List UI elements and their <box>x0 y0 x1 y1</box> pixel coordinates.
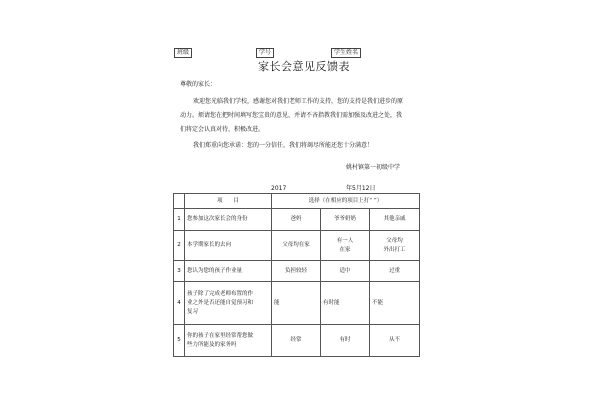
row-item-text: 本学期家长的去向 <box>187 242 232 248</box>
row-item-text: 复习 <box>187 308 199 315</box>
row-item <box>185 209 272 231</box>
option-cell[interactable] <box>370 325 420 357</box>
option-cell[interactable] <box>321 231 370 261</box>
class-field: 班级 <box>174 48 192 58</box>
page-title: 家长会意见反馈表 <box>258 60 350 73</box>
row-item-text: 些力所能及的家务吗 <box>187 341 237 348</box>
option-text: 从不 <box>389 337 401 343</box>
feedback-table <box>173 193 420 357</box>
option-text: 有一人 <box>336 237 354 244</box>
option-text: 负担较轻 <box>284 267 307 274</box>
student-id-field: 学号 <box>256 48 274 58</box>
option-text: 爸妈 <box>290 216 302 222</box>
table-row <box>174 231 420 261</box>
row-item <box>185 231 272 261</box>
option-text: 不能 <box>372 299 384 306</box>
school-name: 姚村镇第一初级中学 <box>346 164 401 171</box>
row-item-text: 您认为您的孩子作业量 <box>187 267 243 274</box>
date-year: 2017 <box>271 185 287 192</box>
option-text: 经常 <box>290 337 302 343</box>
table-row <box>174 209 420 231</box>
row-number: 1 <box>174 209 185 231</box>
header-choice-cell: 选择（在相应的项目上打“ ”） <box>272 194 420 209</box>
row-item <box>185 325 272 357</box>
row-item-text: 孩子除了完成老师布置的作 <box>187 290 254 297</box>
promise-text: 我们郑重向您承诺：您的一分信任，我们将竭尽所能还您十分满意！ <box>193 142 374 149</box>
option-text: 父母均在家 <box>282 242 310 248</box>
option-cell[interactable] <box>272 325 321 357</box>
option-cell[interactable] <box>370 209 420 231</box>
option-text: 能 <box>274 299 280 306</box>
option-text: 过重 <box>389 267 401 274</box>
option-text: 在家 <box>339 246 351 253</box>
option-text: 外出打工 <box>383 246 406 253</box>
table-row <box>174 325 420 357</box>
option-text: 有时 <box>339 337 351 343</box>
option-cell[interactable] <box>272 209 321 231</box>
date-rest: 年5月12日 <box>346 185 376 192</box>
salutation: 尊敬的家长： <box>180 81 217 88</box>
option-cell[interactable] <box>370 261 420 282</box>
row-item-text: 业之外是否还能自觉预习和 <box>187 299 254 306</box>
row-number: 5 <box>174 325 185 357</box>
header-num-cell <box>174 194 185 209</box>
option-cell[interactable] <box>321 325 370 357</box>
option-text: 其他亲戚 <box>383 216 406 222</box>
row-number: 3 <box>174 261 185 282</box>
table-header-row <box>174 194 420 209</box>
option-cell[interactable] <box>272 231 321 261</box>
option-cell[interactable] <box>370 231 420 261</box>
row-number: 2 <box>174 231 185 261</box>
row-item <box>185 261 272 282</box>
option-text: 父母均 <box>386 237 403 244</box>
header-item-cell: 项 目 <box>185 194 272 209</box>
paragraph-line-2: 动力。烦请您在把时间填写您宝贵的意见，并请不吝指教我们需加强及改进之处，我 <box>180 112 403 119</box>
student-name-field: 学生姓名 <box>331 48 361 58</box>
table-row <box>174 282 420 325</box>
option-cell[interactable] <box>272 282 321 325</box>
option-cell[interactable] <box>321 261 370 282</box>
row-item-text: 你的孩子在家里经常帮您做 <box>187 332 254 339</box>
row-item-text: 您参加这次家长会的身份 <box>187 216 248 222</box>
option-cell[interactable] <box>370 282 420 325</box>
paragraph-line-3: 们将定会认真对待，积极改进。 <box>180 126 265 133</box>
row-number: 4 <box>174 282 185 325</box>
option-cell[interactable] <box>272 261 321 282</box>
row-item <box>185 282 272 325</box>
option-cell[interactable] <box>321 209 370 231</box>
option-text: 有时能 <box>323 299 340 306</box>
option-text: 适中 <box>339 267 351 274</box>
option-cell[interactable] <box>321 282 370 325</box>
option-text: 爷爷奶奶 <box>333 216 356 222</box>
table-row <box>174 261 420 282</box>
paragraph-line-1: 欢迎您光临我们学校，感谢您对我们老师工作的支持，您的支持是我们进步的原 <box>193 98 404 105</box>
